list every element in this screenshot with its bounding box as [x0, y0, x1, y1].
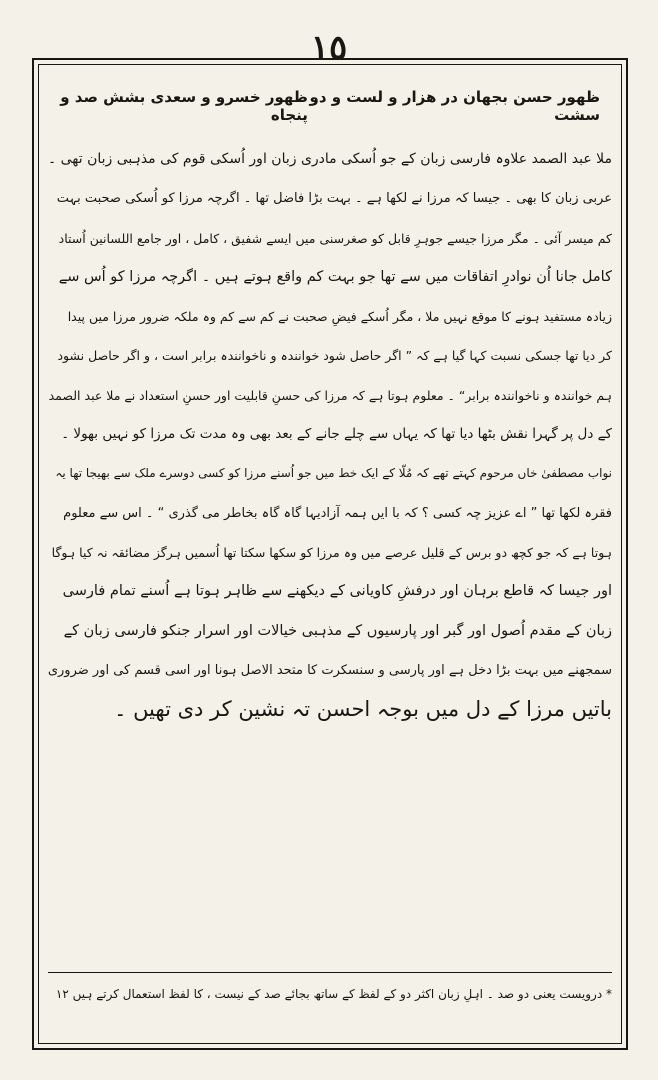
header-right-note: ظهور حسن بجهان در هزار و لست و دو سشت — [309, 88, 600, 124]
footnote-divider — [48, 972, 612, 973]
text-line: عربی زبان کا بھی ۔ جیسا کہ مرزا نے لکھا ہے ۔ بہت بڑا فاضل تھا ۔ اگرچہ مرزا کو اُسکی صحبت بہت — [56, 191, 612, 207]
text-line: زیادہ مستفید ہونے کا موقع نہیں ملا ، مگر اُسکے فیضِ صحبت نے کم سے کم وہ ملکہ ضرور مرزا میں پیدا — [67, 309, 612, 325]
text-line: زبان کے مقدم اُصول اور گبر اور پارسیوں کے مذہبی خیالات اور اسرار جنکو فارسی زبان کے — [63, 622, 612, 639]
body-text — [48, 140, 612, 729]
text-line: سمجھنے میں بہت بڑا دخل ہے اور پارسی و سنسکرت کا متحد الاصل ہونا اور اسی قسم کی اور ضروری — [48, 662, 612, 678]
text-line: کم میسر آئی ۔ مگر مرزا جیسے جوہرِ قابل کو صغرسنی میں ایسے شفیق ، کامل ، اور جامع اللسانین اُستاد — [58, 230, 612, 246]
text-line: نواب مصطفیٰ خاں مرحوم کہتے تھے کہ مُلّا کے ایک خط میں جو اُسنے مرزا کو کسی دوسرے ملک سے بھیجا تھا یہ — [55, 466, 612, 481]
text-line: کے دل پر گہرا نقش بٹھا دیا تھا کہ یہاں سے چلے جانے کے بعد بھی وہ مدت تک مرزا کو نہیں بھولا ۔ — [61, 426, 612, 443]
page-number: ١٥ — [310, 28, 348, 68]
text-line: ہوتا ہے کہ جو کچھ دو برس کے قلیل عرصے میں وہ مرزا کو سکھا سکتا تھا اُسمیں ہرگز مضائقہ نہ کیا ہوگا — [51, 544, 612, 560]
text-line: باتیں مرزا کے دل میں بوجہ احسن تہ نشین کر دی تھیں ۔ — [114, 697, 612, 722]
page-header — [60, 86, 600, 126]
header-left-note: ظهور خسرو و سعدی بشش صد و پنجاه — [60, 88, 308, 124]
footnote: * درویست یعنی دو صد ۔ اہلِ زبان اکثر دو کے لفظ کے ساتھ بجائے صد کے نیست ، کا لفظ استعمال کرتے ہیں ۱۲ — [55, 987, 612, 1001]
text-line: ملا عبد الصمد علاوہ فارسی زبان کے جو اُسکی مادری زبان اور اُسکی قوم کی مذہبی زبان تھی ۔ — [48, 151, 612, 167]
text-line: فقرہ لکھا تھا ” اے عزیز چہ کسی ؟ کہ با ایں ہمہ آزادیہا گاہ گاہ بخاطر می گذری “ ۔ اس سے معلوم — [63, 505, 612, 521]
text-line: کامل جانا اُن نوادرِ اتفاقات میں سے تھا جو بہت کم واقع ہوتے ہیں ۔ اگرچہ مرزا کو اُس سے — [58, 268, 612, 285]
text-line: ہم خوانندہ و ناخوانندہ برابر“ ۔ معلوم ہوتا ہے کہ مرزا کی حسنِ قابلیت اور حسنِ استعداد نے ملا عبد الصمد — [48, 387, 612, 403]
text-line: کر دیا تھا جسکی نسبت کہا گیا ہے کہ ” اگر حاصل شود خوانندہ و ناخوانندہ برابر است ، و اگر حاصل نشود — [57, 348, 612, 364]
text-line: اور جیسا کہ قاطع برہان اور درفشِ کاویانی کے دیکھنے سے ظاہر ہوتا ہے اُسنے تمام فارسی — [62, 583, 612, 600]
